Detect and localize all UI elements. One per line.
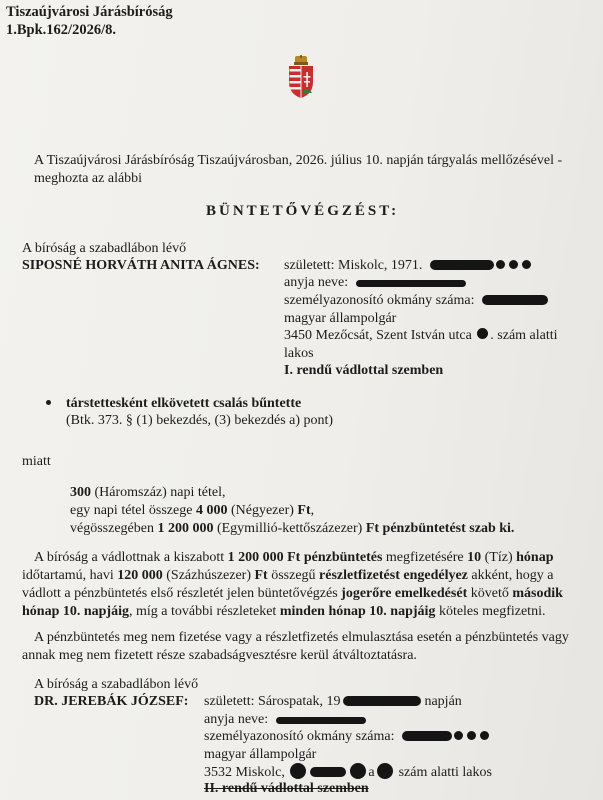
redaction-dot	[290, 763, 306, 779]
redaction-dot	[454, 731, 463, 740]
redacted-mother-name	[356, 280, 466, 287]
defendant2-mother: anyja neve:	[204, 711, 366, 728]
redacted-mother-name	[276, 717, 366, 724]
defendant2-role: II. rendű vádlottal szemben	[204, 781, 369, 796]
defendant2-name: DR. JEREBÁK JÓZSEF:	[34, 694, 189, 709]
bullet-point	[46, 400, 51, 405]
redacted-house-number	[477, 328, 488, 339]
court-name: Tiszaújvárosi Járásbíróság	[6, 4, 173, 20]
mother-label: anyja neve:	[284, 275, 349, 290]
installment-line: hónap 10. napjáig, míg a további részleteket minden hónap 10. napjáig köteles megfizetni.	[22, 604, 546, 619]
defendant1-address	[284, 327, 558, 344]
birth-label: született: Miskolc, 1971.	[284, 258, 423, 273]
conversion-line: A pénzbüntetés meg nem fizetése vagy a részletfizetés elmulasztása esetén a pénzbüntetés vagy	[34, 630, 569, 645]
defendant2-address: 3532 Miskolc, a szám alatti lakos	[204, 765, 492, 780]
charge-law: (Btk. 373. § (1) bekezdés, (3) bekezdés a) pont)	[66, 413, 334, 428]
installment-line: vádlott a pénzbüntetés első részletét jelen büntetővégzés jogerőre emelkedését követő második	[22, 586, 563, 601]
defendant1-prefix: A bíróság a szabadlábon lévő	[22, 241, 187, 256]
address-suffix: . szám alatti	[490, 328, 558, 343]
conversion-line: annak meg nem fizetett része szabadságvesztésre kerül átváltoztatásra.	[22, 648, 417, 663]
defendant1-lakos: lakos	[284, 346, 314, 361]
id-label: személyazonosító okmány száma:	[284, 293, 475, 308]
defendant2-id: személyazonosító okmány száma:	[204, 728, 491, 745]
case-number: 1.Bpk.162/2026/8.	[6, 22, 116, 38]
redacted-birthdate	[430, 260, 494, 270]
defendant1-name: SIPOSNÉ HORVÁTH ANITA ÁGNES:	[22, 258, 260, 273]
address-text: 3450 Mezőcsát, Szent István utca	[284, 328, 472, 343]
redaction-dot	[522, 260, 531, 269]
intro-line: meghozta az alábbi	[34, 171, 143, 186]
defendant1-role: I. rendű vádlottal szemben	[284, 363, 444, 378]
redaction-dot	[480, 731, 489, 740]
redaction-dot	[377, 763, 393, 779]
redacted-street	[310, 767, 346, 777]
defendant1-birth	[284, 257, 533, 274]
redaction-dot	[467, 731, 476, 740]
installment-line: A bíróság a vádlottnak a kiszabott 1 200 000 Ft pénzbüntetés megfizetésére 10 (Tíz) hónap	[34, 550, 554, 565]
redaction-dot	[496, 260, 505, 269]
redaction-dot	[350, 763, 366, 779]
installment-line: időtartamú, havi 120 000 (Százhúszezer) Ft összegű részletfizetést engedélyez akként, hogy a	[22, 568, 554, 583]
document-title: BÜNTETŐVÉGZÉST:	[206, 203, 400, 219]
sentence-line: egy napi tétel összege 4 000 (Négyezer) Ft,	[70, 503, 315, 518]
redacted-id-number	[482, 295, 548, 305]
miatt-label: miatt	[22, 454, 51, 469]
defendant1-id	[284, 292, 548, 309]
sentence-line: végösszegében 1 200 000 (Egymillió-kettőszázezer) Ft pénzbüntetést szab ki.	[70, 521, 515, 536]
defendant1-citizenship: magyar állampolgár	[284, 311, 397, 326]
charge-name: társtettesként elkövetett csalás bűntette	[66, 396, 302, 411]
redacted-id-number	[402, 731, 452, 741]
hungarian-coat-of-arms-icon	[286, 55, 316, 99]
intro-line: A Tiszaújvárosi Járásbíróság Tiszaújvárosban, 2026. július 10. napján tárgyalás mellőzésével -	[34, 153, 563, 168]
defendant1-mother	[284, 274, 466, 291]
redaction-dot	[509, 260, 518, 269]
defendant2-birth: született: Sárospatak, 19 napján	[204, 694, 462, 709]
sentence-line: 300 (Háromszáz) napi tétel,	[70, 485, 226, 500]
defendant2-citizenship: magyar állampolgár	[204, 747, 317, 762]
redacted-birthdate	[343, 696, 421, 706]
defendant2-prefix: A bíróság a szabadlábon lévő	[34, 677, 199, 692]
